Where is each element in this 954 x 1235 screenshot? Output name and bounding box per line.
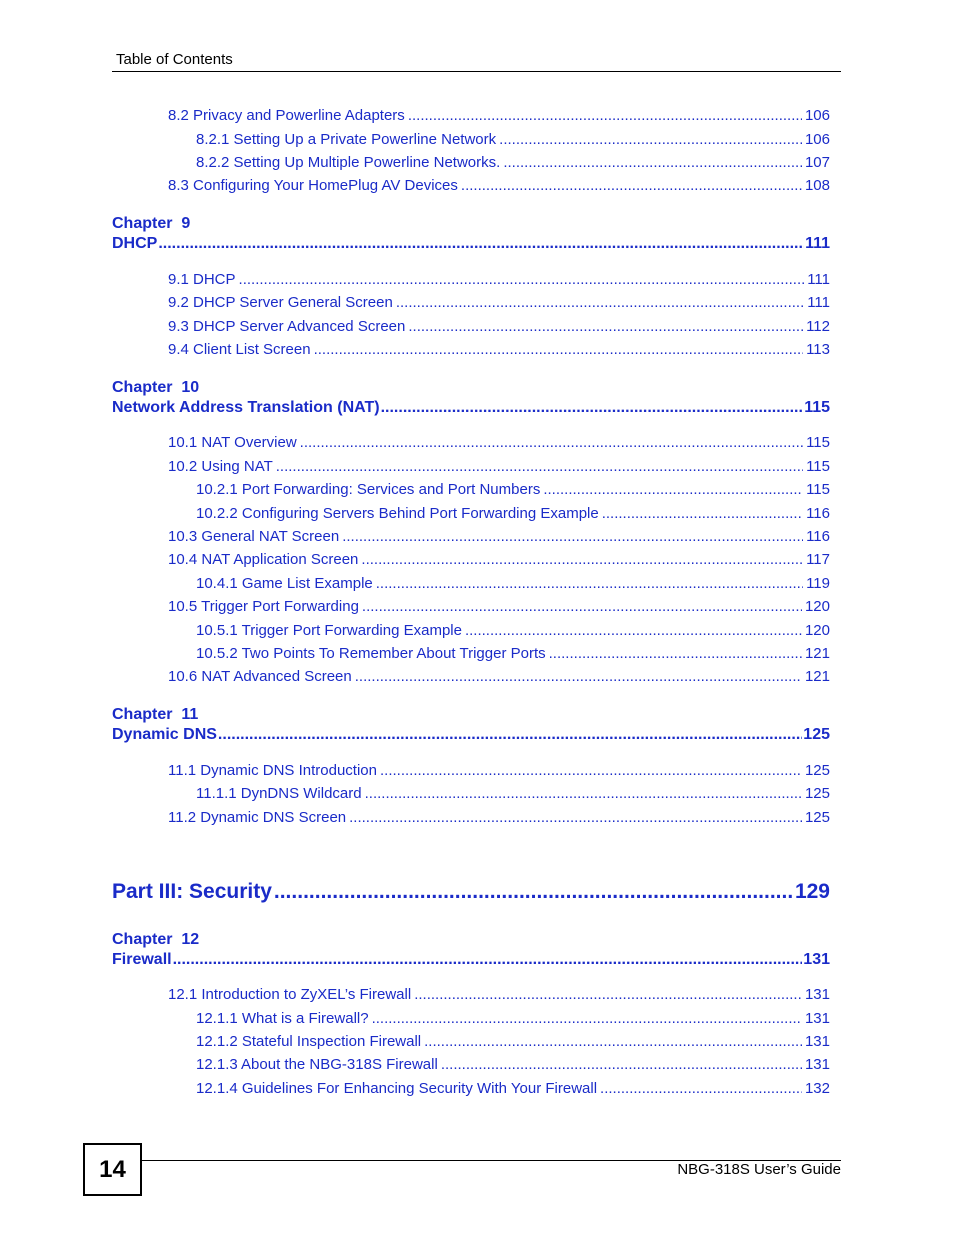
toc-entry-title: 8.2 Privacy and Powerline Adapters (168, 107, 405, 124)
toc-leader-dots (543, 481, 803, 499)
toc-entry-page: 131 (804, 1033, 830, 1050)
toc-entry-title: 8.2.1 Setting Up a Private Powerline Network (196, 131, 497, 148)
guide-title: NBG-318S User’s Guide (677, 1161, 841, 1178)
toc-leader-dots (218, 725, 802, 744)
toc-entry-title: 10.5.1 Trigger Port Forwarding Example (196, 622, 462, 639)
toc-entry-page: 125 (804, 809, 830, 826)
toc-entry-title: 10.5 Trigger Port Forwarding (168, 598, 359, 615)
toc-leader-dots (441, 1056, 802, 1074)
toc-entry-page: 107 (804, 154, 830, 171)
toc-leader-dots (361, 551, 803, 569)
toc-entry[interactable] (196, 1033, 830, 1051)
toc-entry-page: 132 (804, 1080, 830, 1097)
toc-leader-dots (276, 458, 803, 476)
toc-entry-page: 120 (804, 598, 830, 615)
toc-leader-dots (355, 668, 802, 686)
toc-entry-title: 12.1.1 What is a Firewall? (196, 1010, 369, 1027)
toc-leader-dots (300, 434, 803, 452)
chapter-title: DHCP (112, 235, 158, 252)
toc-entry-page: 106 (804, 131, 830, 148)
toc-leader-dots (602, 505, 803, 523)
chapter-page: 111 (805, 235, 830, 252)
chapter-label: Chapter 10 (112, 379, 200, 396)
toc-entry-title: 10.1 NAT Overview (168, 434, 297, 451)
chapter-title: Network Address Translation (NAT) (112, 399, 380, 416)
toc-entry-page: 125 (804, 762, 830, 779)
chapter-label: Chapter 12 (112, 931, 200, 948)
toc-leader-dots (349, 809, 802, 827)
toc-entry[interactable] (196, 1010, 830, 1028)
toc-entry-page: 116 (806, 505, 830, 522)
toc-entry[interactable] (168, 551, 830, 569)
toc-entry-page: 125 (804, 785, 830, 802)
toc-entry[interactable] (196, 1080, 830, 1098)
toc-entry-page: 113 (806, 341, 830, 358)
toc-leader-dots (365, 785, 802, 803)
toc-entry-page: 117 (806, 551, 830, 568)
chapter-entry[interactable] (112, 398, 830, 417)
part-title: Part III: Security (112, 880, 272, 903)
toc-leader-dots (600, 1080, 802, 1098)
toc-entry-page: 115 (806, 458, 830, 475)
toc-leader-dots (342, 528, 803, 546)
toc-entry-title: 12.1 Introduction to ZyXEL’s Firewall (168, 986, 412, 1003)
toc-entry[interactable] (168, 341, 830, 359)
toc-entry[interactable] (168, 986, 830, 1004)
toc-leader-dots (376, 575, 803, 593)
page-number-box (83, 1143, 142, 1196)
toc-entry-title: 8.3 Configuring Your HomePlug AV Devices (168, 177, 458, 194)
toc-entry[interactable] (196, 785, 830, 803)
toc-entry[interactable] (168, 177, 830, 195)
toc-entry[interactable] (196, 575, 830, 593)
toc-entry-page: 121 (804, 645, 830, 662)
toc-entry-page: 111 (807, 271, 830, 288)
toc-entry[interactable] (196, 131, 830, 149)
toc-entry-page: 131 (804, 986, 830, 1003)
page-header-title: Table of Contents (116, 51, 233, 68)
chapter-page: 131 (803, 951, 830, 968)
toc-entry-page: 112 (806, 318, 830, 335)
toc-leader-dots (274, 879, 793, 904)
toc-entry[interactable] (196, 622, 830, 640)
toc-entry-title: 11.1 Dynamic DNS Introduction (168, 762, 377, 779)
chapter-title: Firewall (112, 951, 172, 968)
toc-leader-dots (314, 341, 804, 359)
toc-entry-page: 131 (804, 1056, 830, 1073)
toc-entry-title: 9.3 DHCP Server Advanced Screen (168, 318, 406, 335)
part-entry[interactable] (112, 879, 830, 904)
toc-leader-dots (465, 622, 802, 640)
toc-entry[interactable] (168, 528, 830, 546)
toc-entry-title: 10.3 General NAT Screen (168, 528, 340, 545)
toc-entry-title: 11.2 Dynamic DNS Screen (168, 809, 347, 826)
chapter-title: Dynamic DNS (112, 726, 217, 743)
toc-entry-page: 115 (806, 481, 830, 498)
toc-entry[interactable] (168, 762, 830, 780)
toc-entry-title: 11.1.1 DynDNS Wildcard (196, 785, 362, 802)
toc-entry-page: 119 (806, 575, 830, 592)
toc-entry-title: 10.6 NAT Advanced Screen (168, 668, 352, 685)
chapter-entry[interactable] (112, 234, 830, 253)
toc-entry[interactable] (168, 294, 830, 312)
toc-entry[interactable] (168, 458, 830, 476)
toc-entry-title: 10.5.2 Two Points To Remember About Trigger Ports (196, 645, 546, 662)
toc-entry-page: 106 (804, 107, 830, 124)
toc-entry[interactable] (196, 481, 830, 499)
toc-entry-page: 108 (804, 177, 830, 194)
chapter-entry[interactable] (112, 725, 830, 744)
toc-entry-page: 131 (804, 1010, 830, 1027)
toc-entry[interactable] (168, 107, 830, 125)
chapter-label: Chapter 9 (112, 215, 191, 232)
toc-leader-dots (499, 131, 802, 149)
toc-entry[interactable] (168, 668, 830, 686)
chapter-page: 115 (804, 399, 830, 416)
toc-entry-title: 9.4 Client List Screen (168, 341, 311, 358)
toc-entry[interactable] (196, 645, 830, 663)
toc-leader-dots (239, 271, 805, 289)
toc-leader-dots (503, 154, 802, 172)
toc-entry-page: 111 (807, 294, 830, 311)
chapter-label: Chapter 11 (112, 706, 199, 723)
toc-leader-dots (381, 398, 804, 417)
toc-entry-page: 115 (806, 434, 830, 451)
toc-entry-title: 10.2 Using NAT (168, 458, 273, 475)
toc-entry[interactable] (168, 271, 830, 289)
toc-entry[interactable] (168, 434, 830, 452)
toc-entry[interactable] (168, 318, 830, 336)
toc-entry-page: 116 (806, 528, 830, 545)
page-number: 14 (99, 1155, 126, 1183)
toc-entry-title: 12.1.2 Stateful Inspection Firewall (196, 1033, 422, 1050)
toc-entry-title: 10.4.1 Game List Example (196, 575, 373, 592)
toc-entry-title: 9.1 DHCP (168, 271, 236, 288)
toc-leader-dots (362, 598, 802, 616)
chapter-entry[interactable] (112, 950, 830, 969)
toc-entry-page: 120 (804, 622, 830, 639)
toc-leader-dots (408, 107, 802, 125)
toc-entry-page: 121 (804, 668, 830, 685)
toc-leader-dots (396, 294, 804, 312)
toc-leader-dots (461, 177, 802, 195)
toc-leader-dots (408, 318, 803, 336)
toc-entry-title: 12.1.4 Guidelines For Enhancing Security With Your Firewall (196, 1080, 598, 1097)
toc-entry[interactable] (196, 1056, 830, 1074)
toc-entry[interactable] (196, 505, 830, 523)
toc-entry-title: 8.2.2 Setting Up Multiple Powerline Networks. (196, 154, 501, 171)
toc-leader-dots (424, 1033, 802, 1051)
toc-entry[interactable] (168, 598, 830, 616)
toc-leader-dots (372, 1010, 802, 1028)
toc-entry[interactable] (168, 809, 830, 827)
toc-entry-title: 10.4 NAT Application Screen (168, 551, 359, 568)
toc-entry-title: 9.2 DHCP Server General Screen (168, 294, 393, 311)
toc-entry[interactable] (196, 154, 830, 172)
toc-entry-title: 12.1.3 About the NBG-318S Firewall (196, 1056, 438, 1073)
part-page: 129 (794, 880, 830, 903)
toc-leader-dots (158, 234, 804, 253)
toc-leader-dots (173, 950, 803, 969)
toc-entry-title: 10.2.2 Configuring Servers Behind Port Forwarding Example (196, 505, 599, 522)
toc-leader-dots (380, 762, 802, 780)
toc-entry-title: 10.2.1 Port Forwarding: Services and Port Numbers (196, 481, 541, 498)
toc-leader-dots (549, 645, 802, 663)
chapter-page: 125 (803, 726, 830, 743)
toc-leader-dots (414, 986, 802, 1004)
